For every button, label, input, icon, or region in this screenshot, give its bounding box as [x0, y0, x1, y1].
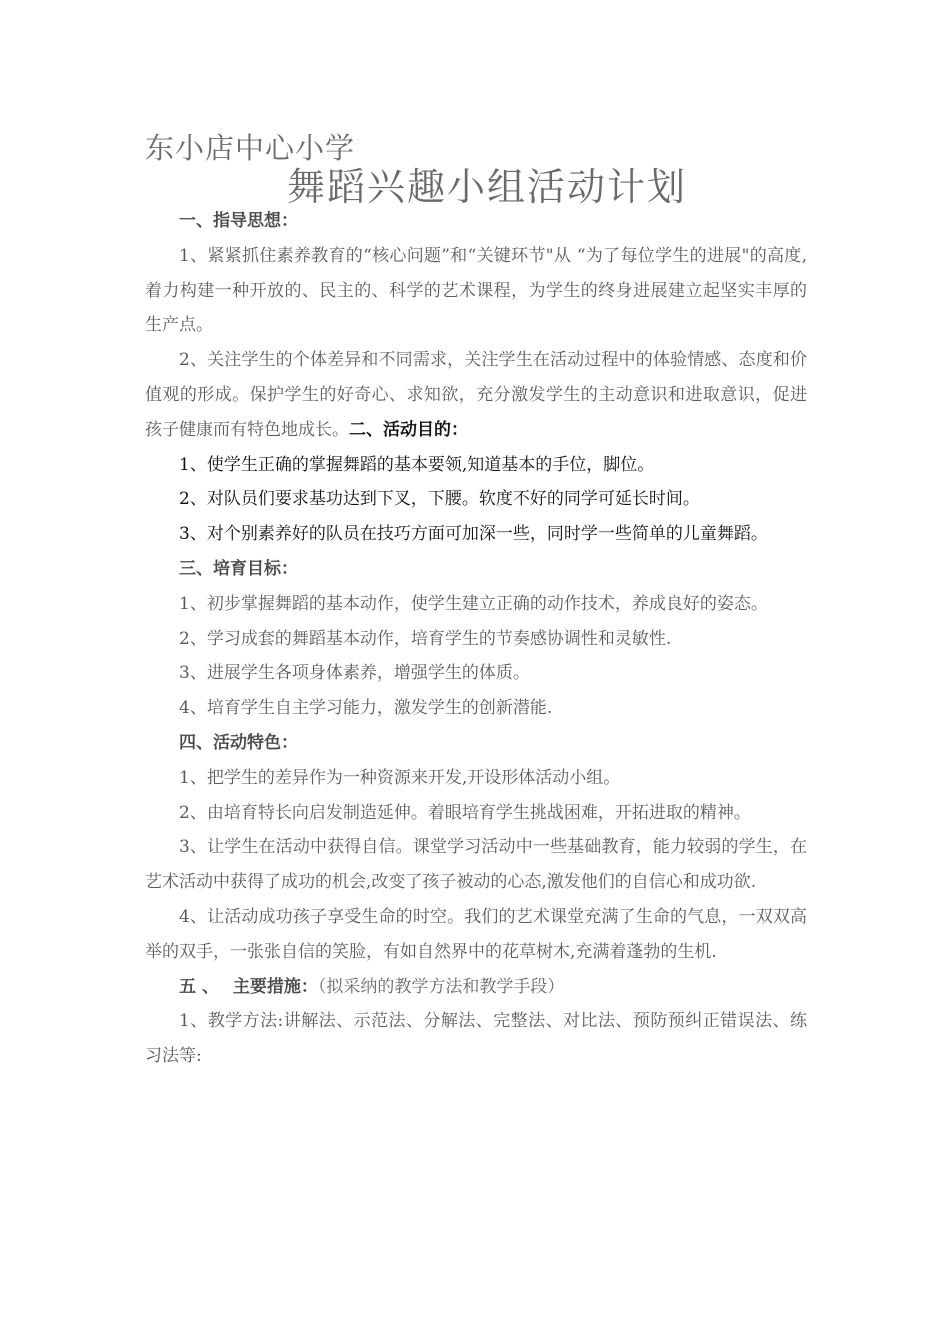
list-item: 3、让学生在活动中获得自信。课堂学习活动中一些基础教育，能力较弱的学生，在艺术活动中获得了成功的机会,改变了孩子被动的心态,激发他们的自信心和成功欲. [145, 837, 807, 893]
list-item: 1、初步掌握舞蹈的基本动作，使学生建立正确的动作技术，养成良好的姿态。 [179, 593, 768, 614]
list-item: 2、由培育特长向启发制造延伸。着眼培育学生挑战困难，开拓进取的精神。 [179, 802, 751, 823]
list-item: 4、培育学生自主学习能力，激发学生的创新潜能. [179, 698, 553, 719]
paragraph: 1、紧紧抓住素养教育的“核心问题”和“关键环节"从 “为了每位学生的进展"的高度,着力构建一种开放的、民主的、科学的艺术课程，为学生的终身进展建立起坚实丰厚的生产点。 [145, 245, 807, 336]
list-item: 3、对个别素养好的队员在技巧方面可加深一些，同时学一些简单的儿童舞蹈。 [179, 524, 768, 545]
section-note: （拟采纳的教学方法和教学手段） [317, 976, 565, 997]
school-name: 东小店中心小学 [145, 131, 356, 165]
document-body [145, 204, 807, 1074]
section-heading-guiding-ideology: 一、指导思想： [179, 211, 298, 231]
list-item: 1、把学生的差异作为一种资源来开发,开设形体活动小组。 [179, 767, 621, 788]
paragraph-text: 2、关注学生的个体差异和不同需求，关注学生在活动过程中的体验情感、态度和价值观的形成。保护学生的好奇心、求知欲，充分激发学生的主动意识和进取意识，促进孩子健康而有特色地成长。 [145, 350, 807, 440]
section-heading-activity-features: 四、活动特色： [179, 732, 298, 753]
paragraph: 1、教学方法:讲解法、示范法、分解法、完整法、对比法、预防预纠正错误法、练习法等: [145, 1011, 807, 1067]
section-heading-training-goals: 三、培育目标： [179, 558, 298, 579]
section-heading-main-measures [145, 970, 807, 1005]
section-heading-text: 主要措施： [232, 976, 318, 997]
paragraph [145, 343, 807, 447]
list-item: 1、使学生正确的掌握舞蹈的基本要领,知道基本的手位，脚位。 [179, 454, 655, 475]
section-number: 五 、 [179, 976, 219, 997]
list-item: 4、让活动成功孩子享受生命的时空。我们的艺术课堂充满了生命的气息，一双双高举的双手，一张张自信的笑脸，有如自然界中的花草树木,充满着蓬勃的生机. [145, 906, 807, 962]
document-title: 舞蹈兴趣小组活动计划 [287, 165, 688, 209]
list-item: 2、对队员们要求基功达到下叉，下腰。软度不好的同学可延长时间。 [179, 489, 700, 510]
section-heading-activity-purpose: 二、活动目的： [349, 419, 468, 440]
list-item: 3、进展学生各项身体素养，增强学生的体质。 [179, 663, 530, 684]
list-item: 2、学习成套的舞蹈基本动作，培育学生的节奏感协调性和灵敏性. [179, 628, 672, 649]
